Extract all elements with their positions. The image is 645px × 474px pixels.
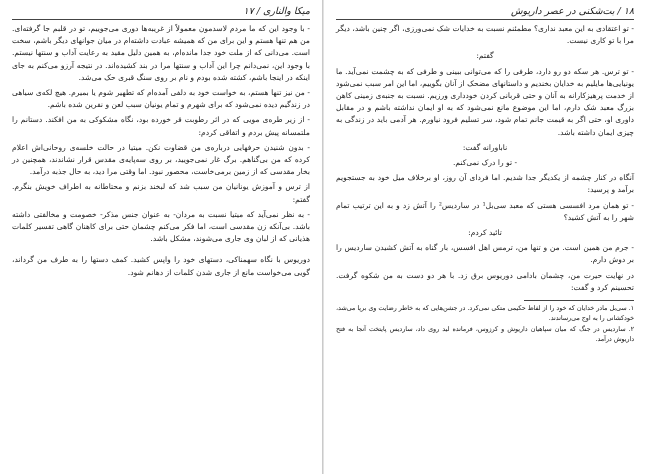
left-page	[8, 6, 314, 468]
footnote-2: ۲. ساردیس در جنگ که میان سپاهیان داریوش و کرزوس، فرمانده لید روی داد، ساردیس پایتخت آنجا به فتح داریوش درآمد.	[336, 326, 634, 344]
left-paragraph-3: - از زیر طره‌ی مویی که در اثر رطوبت قر خورده بود، نگاه مشکوکی به من افکند. دستانم را ملتمسانه پیش بردم و اتفاقی کردم:	[12, 115, 310, 137]
right-paragraph-1: - تو اعتقادی به این معبد نداری؟ مطمئنم نسبت به خدایات شک نمی‌ورزی، اگر چنین باشد، دیگر مرا با تو کاری نیست.	[336, 24, 634, 46]
right-paragraph-10: در نهایت حیرت من، چشمان بادامی دوریوس برق زد. با هر دو دست به من شکوه گرفت. تحسینم کرد و گفت:	[336, 270, 634, 292]
right-paragraph-7: - تو همان مرد افسسی هستی که معبد سی‌بل¹ در ساردیس² را آتش زد و به این ترتیب تمام شهر را به آتش کشید؟	[336, 200, 634, 222]
left-paragraph-5: از ترس و آموزش یونانیان من سبب شد که لبخند بزنم و محتاطانه به اطراف خویش بنگرم. گفتم:	[12, 182, 310, 204]
right-page	[332, 6, 638, 468]
footnote-1: ۱. سی‌بل مادر خدایان که خود را از لفاظ حکیمی متکی نمی‌کرد. در جشن‌هایی که به خاطر رضایت وی برپا می‌شد، خودکشانی را به اوج می‌رساندند.	[336, 305, 634, 323]
left-paragraph-6: - به نظر نمی‌آید که میتیا نسبت به مردان- به عنوان جنس مذکر- خصومت و مخالفتی داشته باشد. بی‌آنکه زن مقدسی است، اما فکر می‌کنم چشمان حتی برای کاهنان گاهی تفسیر کلمات هذیانی که از لبان وی جاری می‌شوند، مشکل باشد.	[12, 209, 310, 244]
left-paragraph-1: - با وجود این که ما مردم لاسدمون معمولاً از غریبه‌ها دوری می‌جوییم، تو در قلبم جا گرفته‌ای. من هم تنها هستم و این برای من که همیشه عبادت داشته‌ام در میان جوانهای دیگر باشم، سخت است. می‌دانی که از ملت خود جدا مانده‌ام، به همین دلیل مقید به رعایت آداب و سنتها نیستم. با وجود این، نمی‌دانم چرا این آداب و سنتها مرا در بند کشیده‌اند. در نتیجه آرزو می‌کنم به جای اینکه در اینجا باشم، کشته شده بودم و نام بر روی سنگ قبری حک می‌شد.	[12, 24, 310, 82]
right-paragraph-4: ناباورانه گفت:	[462, 142, 508, 152]
left-paragraph-8: دوریوس با نگاه سهمناکی، دستهای خود را واپس کشید. کمف دستها را به طرف من گرداند، گویی می‌خواست مانع از جاری شدن کلمات از دهانم شود.	[12, 255, 310, 277]
left-paragraph-2: - من نیز تنها هستم، به خواست خود به دلفی آمده‌ام که تطهیر شوم یا بمیرم. هیچ لکه‌ی سیاهی در زندگیم دیده نمی‌شود که برای شهرم و تمام یونیان سبب لعن و نفرین شده باشم.	[12, 88, 310, 110]
left-page-running-title: میکا والناری / ۱۷	[243, 6, 310, 17]
right-paragraph-3: - تو ترس. هر سکه دو رو دارد، طرفی را که می‌توانی ببینی و طرفی که به چشمت نمی‌آید. ما یونیایی‌ها مایلیم به خدایان بخندیم و داستانهای مضحک از آنان بگوییم، اما این امر سبب نمی‌شود از خدمت پرهیزکارانه به آنان و حتی قربانی کردن خودداری ورزیم. نسبت به جنبه‌ی زمینی کاهن بزرگ معبد شک دارم، اما این موضوع مانع نمی‌شود که به او ایمان نداشته باشم و در مقابل داوری او، حتی اگر به قیمت جانم تمام شود، سر تسلیم فرود نیاورم. هر آدمی باید در زندگی به چیزی ایمان داشته باشد.	[336, 66, 634, 137]
book-gutter	[322, 0, 324, 474]
right-page-header	[336, 6, 634, 20]
left-paragraph-4: - بدون شنیدن حرفهایی درباره‌ی من قضاوت نکن. میتیا در حالت خلسه‌ی روحانی‌اش اعلام کرده که من بی‌گناهم. برگ غار نمی‌جویید، بر روی سه‌پایه‌ی مقدس قرار نشاندند، همچنین در بخار مقدسی که از زمین برمی‌خاست، محصور نبود. اما وقتی مرا دید، به حال جذبه درآمد.	[12, 142, 310, 177]
left-page-header	[12, 6, 310, 20]
right-paragraph-5: - تو را درک نمی‌کنم.	[452, 158, 518, 168]
right-paragraph-6: آنگاه در کنار چشمه از یکدیگر جدا شدیم. اما فردای آن روز، او برخلاف میل خود به جستجویم برآمد و پرسید:	[336, 173, 634, 195]
right-paragraph-8: تائید کردم:	[468, 228, 502, 238]
footnote-divider	[524, 300, 634, 301]
right-paragraph-9: - جرم من همین است. من و تنها من، ترمس اهل افسس، بار گناه به آتش کشیدن ساردیس را بر دوش دارم.	[336, 243, 634, 265]
right-page-running-title: ۱۸ / بت‌شکنی در عصر داریوش	[510, 6, 634, 17]
right-paragraph-2: گفتم:	[476, 51, 494, 61]
